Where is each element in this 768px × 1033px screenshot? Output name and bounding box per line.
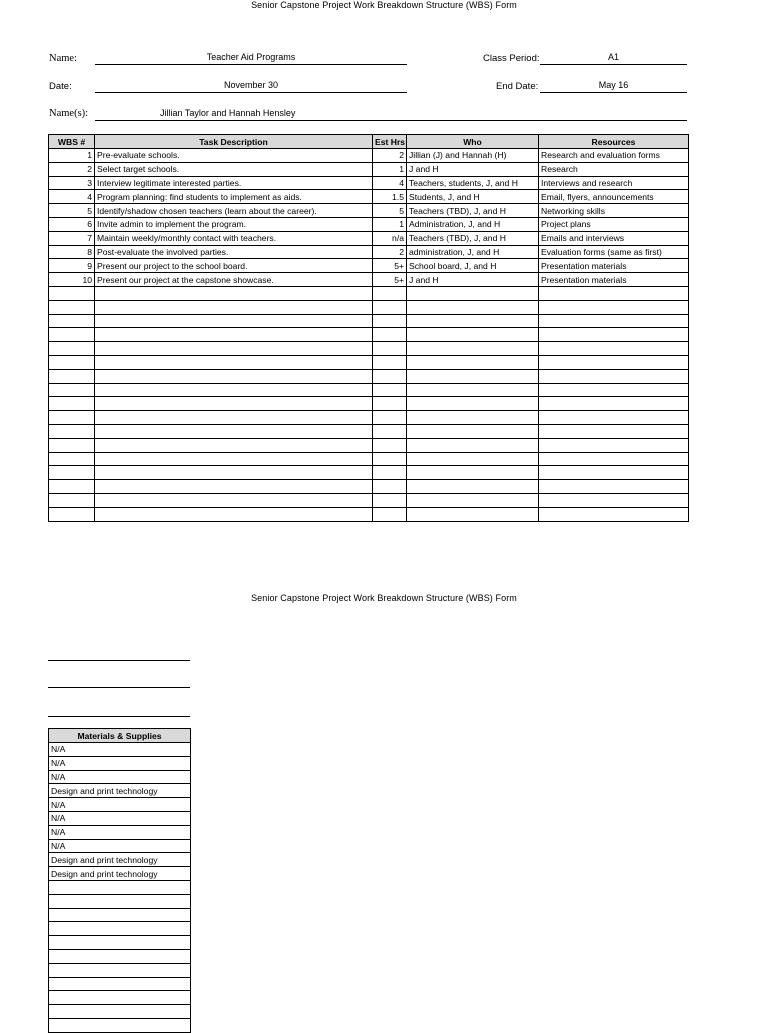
material-cell[interactable]	[49, 1018, 191, 1032]
resources-cell[interactable]: Research	[539, 162, 689, 176]
est-hrs-cell[interactable]	[373, 424, 407, 438]
who-cell[interactable]: Students, J, and H	[407, 190, 539, 204]
list-item	[49, 880, 191, 894]
who-cell[interactable]	[407, 286, 539, 300]
who-cell[interactable]	[407, 507, 539, 521]
resources-cell[interactable]: Email, flyers, announcements	[539, 190, 689, 204]
wbs-num-cell[interactable]: 1	[49, 149, 95, 163]
est-hrs-cell[interactable]	[373, 466, 407, 480]
table-row	[49, 300, 689, 314]
name-label: Name:	[49, 53, 77, 64]
resources-cell[interactable]	[539, 424, 689, 438]
resources-cell[interactable]: Evaluation forms (same as first)	[539, 245, 689, 259]
list-item	[49, 756, 191, 770]
list-item	[49, 936, 191, 950]
list-item	[49, 991, 191, 1005]
table-row	[49, 466, 689, 480]
wbs-body	[49, 149, 689, 522]
blank-line-1[interactable]	[48, 659, 190, 661]
est-hrs-cell[interactable]	[373, 369, 407, 383]
material-cell[interactable]: N/A	[49, 756, 191, 770]
wbs-num-cell[interactable]	[49, 507, 95, 521]
date-field[interactable]	[95, 80, 407, 93]
wbs-num-cell[interactable]	[49, 438, 95, 452]
list-item	[49, 1005, 191, 1019]
wbs-num-cell[interactable]: 3	[49, 176, 95, 190]
who-cell[interactable]: J and H	[407, 162, 539, 176]
who-cell[interactable]: Administration, J, and H	[407, 217, 539, 231]
date-label: Date:	[49, 81, 72, 92]
task-cell[interactable]: Invite admin to implement the program.	[95, 217, 373, 231]
est-hrs-cell[interactable]	[373, 300, 407, 314]
blank-line-3[interactable]	[48, 715, 190, 717]
resources-cell[interactable]: Emails and interviews	[539, 231, 689, 245]
table-row	[49, 507, 689, 521]
materials-header-row	[49, 729, 191, 743]
who-cell[interactable]	[407, 438, 539, 452]
names-value: Jillian Taylor and Hannah Hensley	[160, 108, 296, 118]
material-cell[interactable]: N/A	[49, 811, 191, 825]
task-cell[interactable]: Select target schools.	[95, 162, 373, 176]
task-cell[interactable]	[95, 300, 373, 314]
wbs-header-row	[49, 135, 689, 149]
table-row	[49, 424, 689, 438]
wbs-num-cell[interactable]	[49, 369, 95, 383]
wbs-num-cell[interactable]: 8	[49, 245, 95, 259]
end-date-label: End Date:	[496, 81, 539, 92]
est-hrs-cell[interactable]	[373, 286, 407, 300]
table-row	[49, 452, 689, 466]
material-cell[interactable]: N/A	[49, 743, 191, 757]
table-row	[49, 273, 689, 287]
who-cell[interactable]	[407, 342, 539, 356]
material-cell[interactable]	[49, 894, 191, 908]
est-hrs-cell[interactable]	[373, 314, 407, 328]
est-hrs-cell[interactable]: 1.5	[373, 190, 407, 204]
wbs-num-cell[interactable]	[49, 452, 95, 466]
material-cell[interactable]	[49, 991, 191, 1005]
list-item	[49, 811, 191, 825]
table-row	[49, 438, 689, 452]
class-period-field[interactable]	[540, 52, 687, 65]
task-cell[interactable]	[95, 411, 373, 425]
est-hrs-cell[interactable]	[373, 411, 407, 425]
who-header: Who	[407, 135, 539, 149]
table-row	[49, 286, 689, 300]
est-hrs-cell[interactable]	[373, 383, 407, 397]
table-row	[49, 259, 689, 273]
task-cell[interactable]	[95, 438, 373, 452]
task-cell[interactable]: Maintain weekly/monthly contact with teachers.	[95, 231, 373, 245]
table-row	[49, 355, 689, 369]
resources-cell[interactable]: Interviews and research	[539, 176, 689, 190]
who-cell[interactable]	[407, 314, 539, 328]
who-cell[interactable]	[407, 397, 539, 411]
est-hrs-cell[interactable]	[373, 452, 407, 466]
task-cell[interactable]	[95, 466, 373, 480]
est-hrs-header: Est Hrs	[373, 135, 407, 149]
who-cell[interactable]	[407, 424, 539, 438]
names-label: Name(s):	[49, 108, 89, 119]
table-row	[49, 314, 689, 328]
table-row	[49, 383, 689, 397]
resources-cell[interactable]	[539, 300, 689, 314]
who-cell[interactable]	[407, 452, 539, 466]
material-cell[interactable]	[49, 936, 191, 950]
table-row	[49, 369, 689, 383]
resources-cell[interactable]: Presentation materials	[539, 273, 689, 287]
who-cell[interactable]	[407, 328, 539, 342]
task-cell[interactable]: Pre-evaluate schools.	[95, 149, 373, 163]
resources-cell[interactable]	[539, 397, 689, 411]
who-cell[interactable]: administration, J, and H	[407, 245, 539, 259]
material-cell[interactable]	[49, 1005, 191, 1019]
material-cell[interactable]: N/A	[49, 825, 191, 839]
est-hrs-cell[interactable]	[373, 507, 407, 521]
table-row	[49, 190, 689, 204]
who-cell[interactable]	[407, 493, 539, 507]
who-cell[interactable]	[407, 355, 539, 369]
name-value: Teacher Aid Programs	[206, 52, 296, 62]
material-cell[interactable]: Design and print technology	[49, 784, 191, 798]
resources-cell[interactable]	[539, 438, 689, 452]
list-item	[49, 784, 191, 798]
table-row	[49, 162, 689, 176]
task-cell[interactable]	[95, 342, 373, 356]
table-row	[49, 245, 689, 259]
wbs-num-header: WBS #	[49, 135, 95, 149]
wbs-num-cell[interactable]	[49, 314, 95, 328]
list-item	[49, 839, 191, 853]
wbs-num-cell[interactable]: 5	[49, 204, 95, 218]
materials-body	[49, 743, 191, 1033]
resources-cell[interactable]	[539, 328, 689, 342]
resources-cell[interactable]	[539, 480, 689, 494]
est-hrs-cell[interactable]	[373, 438, 407, 452]
wbs-num-cell[interactable]	[49, 355, 95, 369]
resources-cell[interactable]	[539, 369, 689, 383]
table-row	[49, 217, 689, 231]
materials-header: Materials & Supplies	[49, 729, 191, 743]
table-row	[49, 149, 689, 163]
who-cell[interactable]	[407, 411, 539, 425]
est-hrs-cell[interactable]: 2	[373, 149, 407, 163]
date-value: November 30	[223, 80, 279, 90]
who-cell[interactable]	[407, 300, 539, 314]
wbs-num-cell[interactable]: 6	[49, 217, 95, 231]
material-cell[interactable]	[49, 977, 191, 991]
resources-cell[interactable]	[539, 314, 689, 328]
task-cell[interactable]	[95, 397, 373, 411]
material-cell[interactable]	[49, 963, 191, 977]
list-item	[49, 1018, 191, 1032]
name-field[interactable]	[95, 52, 407, 65]
material-cell[interactable]: N/A	[49, 839, 191, 853]
class-period-label: Class Period:	[483, 53, 540, 64]
wbs-num-cell[interactable]	[49, 411, 95, 425]
list-item	[49, 798, 191, 812]
list-item	[49, 949, 191, 963]
material-cell[interactable]	[49, 908, 191, 922]
wbs-num-cell[interactable]: 10	[49, 273, 95, 287]
resources-cell[interactable]: Research and evaluation forms	[539, 149, 689, 163]
task-cell[interactable]	[95, 328, 373, 342]
task-cell[interactable]	[95, 452, 373, 466]
list-item	[49, 908, 191, 922]
est-hrs-cell[interactable]: 1	[373, 217, 407, 231]
wbs-num-cell[interactable]	[49, 286, 95, 300]
task-cell[interactable]: Present our project to the school board.	[95, 259, 373, 273]
est-hrs-cell[interactable]	[373, 397, 407, 411]
list-item	[49, 770, 191, 784]
est-hrs-cell[interactable]: n/a	[373, 231, 407, 245]
list-item	[49, 894, 191, 908]
est-hrs-cell[interactable]	[373, 342, 407, 356]
class-period-value: A1	[607, 52, 619, 62]
task-cell[interactable]	[95, 383, 373, 397]
who-cell[interactable]	[407, 466, 539, 480]
est-hrs-cell[interactable]: 1	[373, 162, 407, 176]
list-item	[49, 743, 191, 757]
task-cell[interactable]: Present our project at the capstone showcase.	[95, 273, 373, 287]
list-item	[49, 825, 191, 839]
resources-cell[interactable]	[539, 286, 689, 300]
table-row	[49, 342, 689, 356]
resources-cell[interactable]: Networking skills	[539, 204, 689, 218]
task-cell[interactable]: Post-evaluate the involved parties.	[95, 245, 373, 259]
list-item	[49, 922, 191, 936]
resources-cell[interactable]: Presentation materials	[539, 259, 689, 273]
wbs-num-cell[interactable]	[49, 493, 95, 507]
materials-table	[48, 728, 191, 1033]
who-cell[interactable]	[407, 369, 539, 383]
task-cell[interactable]: Interview legitimate interested parties.	[95, 176, 373, 190]
task-cell[interactable]	[95, 286, 373, 300]
material-cell[interactable]: N/A	[49, 798, 191, 812]
est-hrs-cell[interactable]: 5	[373, 204, 407, 218]
end-date-field[interactable]	[540, 80, 687, 93]
table-row	[49, 480, 689, 494]
wbs-num-cell[interactable]: 4	[49, 190, 95, 204]
resources-cell[interactable]	[539, 383, 689, 397]
resources-header: Resources	[539, 135, 689, 149]
form-title-2: Senior Capstone Project Work Breakdown Structure (WBS) Form	[251, 593, 517, 603]
wbs-num-cell[interactable]: 9	[49, 259, 95, 273]
wbs-num-cell[interactable]	[49, 383, 95, 397]
table-row	[49, 176, 689, 190]
who-cell[interactable]: Teachers (TBD), J, and H	[407, 204, 539, 218]
wbs-num-cell[interactable]: 2	[49, 162, 95, 176]
est-hrs-cell[interactable]	[373, 480, 407, 494]
material-cell[interactable]: Design and print technology	[49, 853, 191, 867]
est-hrs-cell[interactable]: 5+	[373, 273, 407, 287]
wbs-num-cell[interactable]	[49, 480, 95, 494]
end-date-value: May 16	[598, 80, 629, 90]
est-hrs-cell[interactable]	[373, 493, 407, 507]
material-cell[interactable]	[49, 949, 191, 963]
est-hrs-cell[interactable]: 5+	[373, 259, 407, 273]
resources-cell[interactable]	[539, 342, 689, 356]
blank-line-2[interactable]	[48, 686, 190, 688]
who-cell[interactable]: Teachers, students, J, and H	[407, 176, 539, 190]
list-item	[49, 867, 191, 881]
who-cell[interactable]: J and H	[407, 273, 539, 287]
material-cell[interactable]	[49, 922, 191, 936]
material-cell[interactable]: N/A	[49, 770, 191, 784]
resources-cell[interactable]	[539, 411, 689, 425]
resources-cell[interactable]: Project plans	[539, 217, 689, 231]
who-cell[interactable]: Teachers (TBD), J, and H	[407, 231, 539, 245]
table-row	[49, 328, 689, 342]
task-cell[interactable]: Program planning: find students to implement as aids.	[95, 190, 373, 204]
who-cell[interactable]: Jillian (J) and Hannah (H)	[407, 149, 539, 163]
wbs-num-cell[interactable]	[49, 342, 95, 356]
task-cell[interactable]	[95, 480, 373, 494]
table-row	[49, 397, 689, 411]
wbs-num-cell[interactable]	[49, 328, 95, 342]
who-cell[interactable]	[407, 480, 539, 494]
table-row	[49, 204, 689, 218]
task-cell[interactable]	[95, 369, 373, 383]
wbs-num-cell[interactable]: 7	[49, 231, 95, 245]
resources-cell[interactable]	[539, 493, 689, 507]
est-hrs-cell[interactable]: 2	[373, 245, 407, 259]
task-cell[interactable]	[95, 314, 373, 328]
est-hrs-cell[interactable]: 4	[373, 176, 407, 190]
material-cell[interactable]: Design and print technology	[49, 867, 191, 881]
wbs-num-cell[interactable]	[49, 300, 95, 314]
who-cell[interactable]: School board, J, and H	[407, 259, 539, 273]
resources-cell[interactable]	[539, 355, 689, 369]
who-cell[interactable]	[407, 383, 539, 397]
wbs-table	[48, 134, 689, 522]
task-description-header: Task Description	[95, 135, 373, 149]
wbs-num-cell[interactable]	[49, 466, 95, 480]
task-cell[interactable]	[95, 355, 373, 369]
wbs-num-cell[interactable]	[49, 397, 95, 411]
resources-cell[interactable]	[539, 466, 689, 480]
table-row	[49, 411, 689, 425]
task-cell[interactable]	[95, 424, 373, 438]
resources-cell[interactable]	[539, 452, 689, 466]
task-cell[interactable]	[95, 507, 373, 521]
est-hrs-cell[interactable]	[373, 355, 407, 369]
form-title: Senior Capstone Project Work Breakdown Structure (WBS) Form	[251, 0, 517, 10]
wbs-num-cell[interactable]	[49, 424, 95, 438]
list-item	[49, 853, 191, 867]
task-cell[interactable]: Identify/shadow chosen teachers (learn about the career).	[95, 204, 373, 218]
list-item	[49, 963, 191, 977]
resources-cell[interactable]	[539, 507, 689, 521]
task-cell[interactable]	[95, 493, 373, 507]
table-row	[49, 493, 689, 507]
table-row	[49, 231, 689, 245]
list-item	[49, 977, 191, 991]
names-field[interactable]	[95, 108, 687, 121]
est-hrs-cell[interactable]	[373, 328, 407, 342]
material-cell[interactable]	[49, 880, 191, 894]
